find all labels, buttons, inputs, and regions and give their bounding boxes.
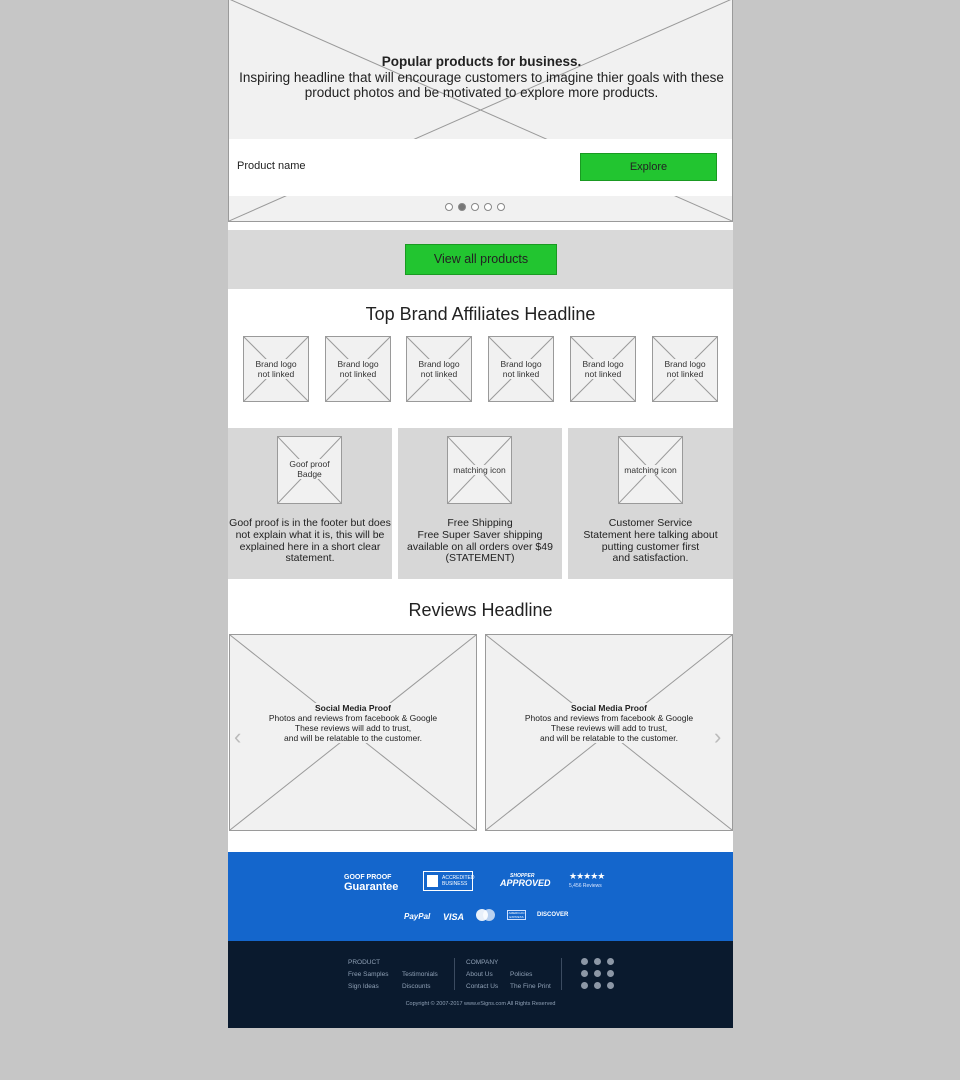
brand-logo[interactable] [406,336,472,402]
brand-label: Brand logo [337,359,379,369]
review-card[interactable] [485,634,733,831]
feature-text-line: Free Super Saver shipping [417,528,543,541]
shipping-icon [447,436,512,504]
brand-logo[interactable] [488,336,554,402]
review-title: Social Media Proof [314,703,392,713]
brand-logo[interactable] [652,336,718,402]
review-text-line: and will be relatable to the customer. [284,733,422,743]
brand-label: Brand logo [500,359,542,369]
product-name: Product name [237,160,306,172]
hero-carousel[interactable] [228,0,733,222]
footer-heading-company: COMPANY [466,959,499,966]
amex-icon: AMERICAN EXPRESS [508,911,525,919]
feature-customer-service [568,428,733,579]
goof-proof-small: GOOF PROOF [344,874,392,881]
brand-logo[interactable] [325,336,391,402]
feature-free-shipping [398,428,562,579]
brands-headline: Top Brand Affiliates Headline [365,304,596,324]
copyright: Copyright © 2007-2017 www.eSigns.com All Rights Reserved [405,1001,556,1007]
hero-headline [229,54,733,101]
blog-icon[interactable] [607,982,614,989]
carousel-dot-active[interactable] [458,203,466,211]
brand-logo[interactable] [570,336,636,402]
feature-text-line: available on all orders over $49 [407,540,553,553]
feature-text-line: statement. [285,552,335,565]
pinterest-icon[interactable] [607,958,614,965]
brand-logo[interactable] [243,336,309,402]
brand-label: Brand logo [418,359,460,369]
footer-divider [454,958,455,990]
review-text-line: Photos and reviews from facebook & Google [268,713,438,723]
brand-label: not linked [502,369,540,379]
icon-label: matching icon [453,465,506,475]
chevron-right-icon[interactable]: › [714,724,722,749]
feature-text-line: Goof proof is in the footer but does [229,517,391,529]
vimeo-icon[interactable] [581,982,588,989]
page-wireframe [228,0,733,1028]
footer-link[interactable]: Contact Us [466,983,499,990]
google-plus-icon[interactable] [594,970,601,977]
footer-link[interactable]: Discounts [402,983,431,990]
review-title: Social Media Proof [570,703,648,713]
trust-badges-band [228,852,733,941]
feature-text-line: not explain what it is, this will be [235,528,385,541]
hero-subtitle-line: product photos and be motivated to explore more products. [304,85,659,100]
carousel-dot[interactable] [471,203,479,211]
explore-button[interactable]: Explore [580,153,717,181]
linkedin-icon[interactable] [607,970,614,977]
feature-text-line: (STATEMENT) [445,552,515,565]
star-rating-icon: ★★★★★ [569,871,605,881]
footer-link[interactable]: Sign Ideas [348,983,379,990]
goof-proof-big: Guarantee [344,881,399,893]
visa-icon: VISA [443,912,465,922]
facebook-icon[interactable] [594,958,601,965]
feature-description [228,518,392,565]
carousel-dot[interactable] [497,203,505,211]
hero-title: Popular products for business. [381,54,582,69]
review-text-line: These reviews will add to trust, [550,723,668,733]
brand-label: not linked [666,369,704,379]
youtube-icon[interactable] [594,982,601,989]
shopper-big: APPROVED [500,878,551,888]
shopper-approved-logo[interactable] [500,873,551,888]
hero-subtitle-line: Inspiring headline that will encourage customers to imagine thier goals with these [239,69,724,85]
feature-goof-proof [228,428,392,579]
footer-link[interactable]: Free Samples [348,971,389,978]
customer-service-icon [618,436,683,504]
shopper-small: SHOPPER [510,873,535,879]
bbb-text: ACCREDITED BUSINESS [442,875,475,887]
review-text-line: These reviews will add to trust, [294,723,412,733]
carousel-dot[interactable] [445,203,453,211]
footer-heading-product: PRODUCT [348,959,381,966]
reviews-headline: Reviews Headline [408,600,553,620]
review-card[interactable] [229,634,477,831]
icon-label: matching icon [624,465,677,475]
goof-proof-guarantee-logo[interactable] [344,874,398,893]
brand-label: Brand logo [255,359,297,369]
brand-label: not linked [339,369,377,379]
feature-text-line: Free Shipping [447,517,513,529]
icon-label: Goof proof [289,459,330,469]
feature-text-line: Customer Service [608,517,693,529]
feature-text-line: and satisfaction. [612,552,689,565]
brand-label: Brand logo [582,359,624,369]
mastercard-icon [476,909,494,921]
discover-icon: DISCOVER [537,912,569,918]
icon-label: Badge [297,469,322,479]
review-text-line: Photos and reviews from facebook & Google [524,713,694,723]
twitter-icon[interactable] [581,958,588,965]
view-all-products-button[interactable]: View all products [405,244,557,275]
feature-text-line: explained here in a short clear [239,540,381,553]
feature-description [568,518,733,565]
feature-text-line: Statement here talking about [583,528,718,541]
instagram-icon[interactable] [581,970,588,977]
brand-label: Brand logo [664,359,706,369]
carousel-dots [445,203,505,211]
footer [228,941,733,1028]
footer-divider [561,958,562,990]
goof-proof-badge-icon [277,436,342,504]
view-all-band [228,230,733,289]
brand-label: not linked [584,369,622,379]
chevron-left-icon[interactable]: ‹ [234,724,242,749]
footer-link[interactable]: Policies [510,971,533,978]
bbb-accredited-logo[interactable] [423,871,473,891]
paypal-icon: PayPal [404,912,431,921]
footer-link[interactable]: The Fine Print [510,983,551,990]
feature-description [398,518,562,565]
brand-label: not linked [257,369,295,379]
review-text-line: and will be relatable to the customer. [540,733,678,743]
hero-product-bar [229,139,733,196]
carousel-dot[interactable] [484,203,492,211]
brand-label: not linked [420,369,458,379]
reviews-count[interactable]: 5,456 Reviews [569,883,602,889]
feature-text-line: putting customer first [601,540,700,553]
footer-link[interactable]: About Us [466,971,493,978]
footer-link[interactable]: Testimonials [402,971,438,978]
